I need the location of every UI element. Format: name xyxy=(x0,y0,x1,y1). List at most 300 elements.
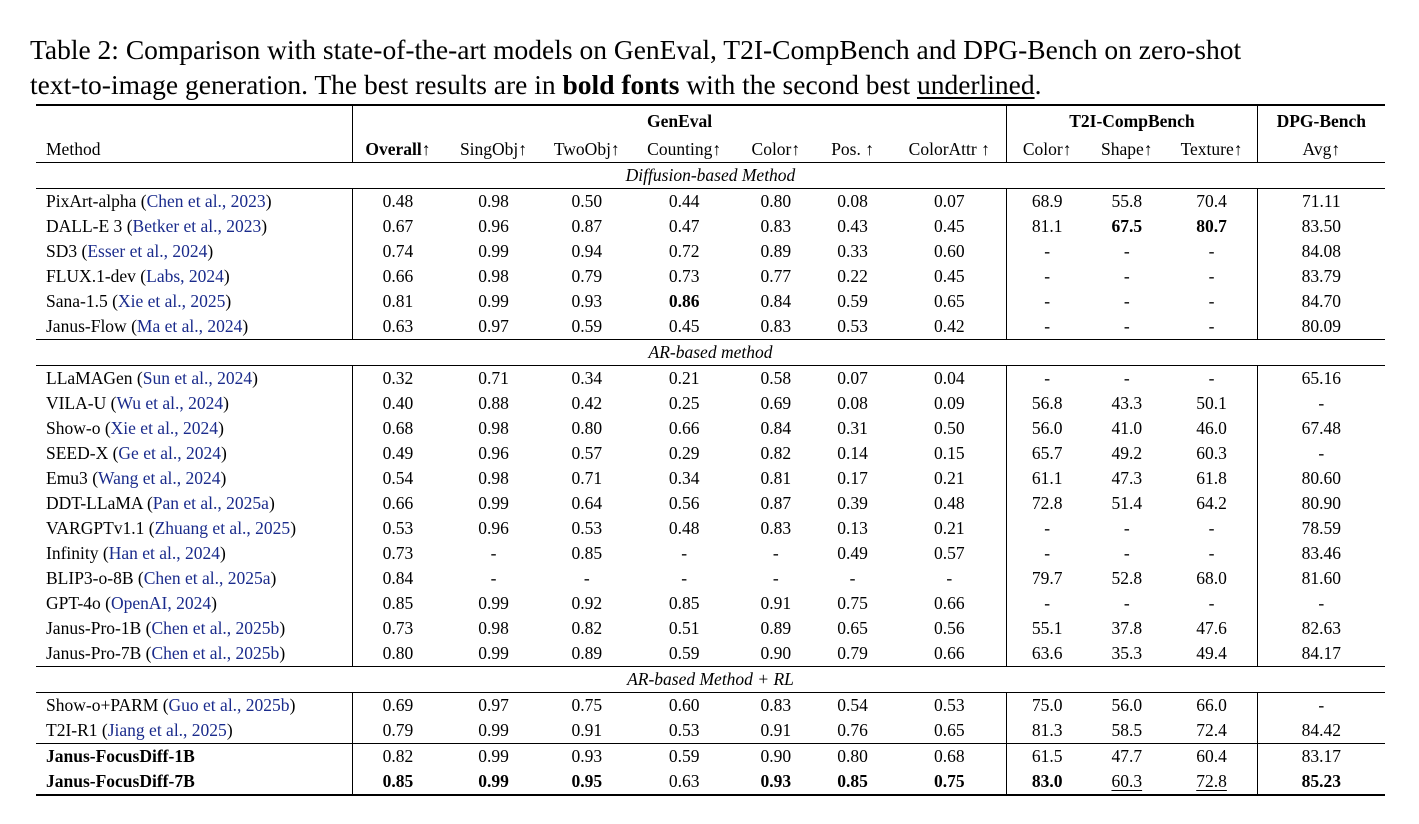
method-name: Infinity xyxy=(46,543,103,563)
score-cell: 41.0 xyxy=(1111,418,1143,438)
score-cell: 0.98 xyxy=(478,266,509,286)
citation-link[interactable]: Ge et al., 2024 xyxy=(118,443,221,463)
score-cell: - xyxy=(772,568,779,588)
score-cell: 0.83 xyxy=(760,316,792,336)
score-cell: 0.96 xyxy=(478,443,509,463)
method-cell: VARGPTv1.1 (Zhuang et al., 2025) xyxy=(46,518,297,538)
score-cell: - xyxy=(1007,314,1087,340)
method-cell: DDT-LLaMA (Pan et al., 2025a) xyxy=(46,493,275,513)
score-cell: 0.67 xyxy=(352,214,443,239)
score-cell: 0.48 xyxy=(668,518,700,538)
score-cell: 0.84 xyxy=(760,418,792,438)
score-cell: - xyxy=(1208,593,1215,613)
score-cell: 0.50 xyxy=(544,189,630,215)
citation-link[interactable]: Pan et al., 2025a xyxy=(152,493,269,513)
score-cell: 0.66 xyxy=(352,264,443,289)
citation-link[interactable]: Guo et al., 2025b xyxy=(168,695,290,715)
section-title: AR-based Method + RL xyxy=(36,667,1385,693)
score-cell: 0.65 xyxy=(933,291,965,311)
table-row xyxy=(36,516,1385,541)
method-cell: BLIP3-o-8B (Chen et al., 2025a) xyxy=(46,568,277,588)
score-cell: 0.45 xyxy=(668,316,700,336)
score-cell: 0.42 xyxy=(933,316,965,336)
score-cell: 0.85 xyxy=(813,769,892,795)
score-cell: 51.4 xyxy=(1111,493,1143,513)
score-cell: 0.88 xyxy=(478,393,509,413)
table-row xyxy=(36,264,1385,289)
score-cell: 0.33 xyxy=(837,241,868,261)
score-cell: 55.1 xyxy=(1007,616,1087,641)
score-cell: 83.50 xyxy=(1257,214,1385,239)
score-cell: - xyxy=(1007,239,1087,264)
column-header: Method xyxy=(46,139,101,159)
column-header: Avg↑ xyxy=(1257,136,1385,163)
score-cell: 68.9 xyxy=(1007,189,1087,215)
table-row xyxy=(36,491,1385,516)
score-cell: 80.60 xyxy=(1257,466,1385,491)
score-cell: 0.80 xyxy=(352,641,443,667)
score-cell: - xyxy=(681,568,688,588)
method-name: Show-o xyxy=(46,418,105,438)
score-cell: 0.87 xyxy=(760,493,792,513)
score-cell: 0.59 xyxy=(837,291,868,311)
citation-link[interactable]: Chen et al., 2025b xyxy=(151,643,280,663)
score-cell: 0.75 xyxy=(837,593,868,613)
score-cell: 56.0 xyxy=(1087,693,1166,719)
score-cell: 0.80 xyxy=(813,744,892,770)
method-name: Show-o+PARM xyxy=(46,695,163,715)
score-cell: 0.96 xyxy=(478,216,509,236)
score-cell: - xyxy=(1007,591,1087,616)
score-cell: 0.85 xyxy=(668,593,700,613)
method-cell: Emu3 (Wang et al., 2024) xyxy=(46,468,227,488)
section-header-row xyxy=(36,667,1385,693)
score-cell: - xyxy=(490,543,497,563)
score-cell: 0.65 xyxy=(837,618,868,638)
header-dpg-bench: DPG-Bench xyxy=(1257,105,1385,136)
header-t2i-compbench: T2I-CompBench xyxy=(1007,105,1257,136)
score-cell: 0.08 xyxy=(813,189,892,215)
score-cell: - xyxy=(1007,541,1087,566)
method-name: Janus-FocusDiff-7B xyxy=(36,769,352,795)
score-cell: 0.93 xyxy=(544,744,630,770)
score-cell: 64.2 xyxy=(1196,493,1227,513)
score-cell: - xyxy=(1123,518,1130,538)
table-row xyxy=(36,566,1385,591)
method-name: Janus-Pro-1B xyxy=(46,618,146,638)
score-cell: 0.82 xyxy=(352,744,443,770)
score-cell: 0.81 xyxy=(760,468,792,488)
citation-link[interactable]: Chen et al., 2025b xyxy=(151,618,280,638)
method-cell: Sana-1.5 (Xie et al., 2025) xyxy=(46,291,232,311)
score-cell: 0.69 xyxy=(760,393,792,413)
score-cell: 71.11 xyxy=(1257,189,1385,215)
score-cell: - xyxy=(1208,518,1215,538)
score-cell: 65.16 xyxy=(1257,366,1385,392)
score-cell: 0.90 xyxy=(760,643,792,663)
score-cell: 84.17 xyxy=(1257,641,1385,667)
method-cell: Janus-Pro-7B (Chen et al., 2025b) xyxy=(46,643,286,663)
caption-line-2: text-to-image generation. The best results are in bold fonts with the second best underlined. xyxy=(30,69,1042,100)
score-cell: 75.0 xyxy=(1007,693,1087,719)
score-cell: 0.87 xyxy=(571,216,603,236)
citation-link[interactable]: Ma et al., 2024 xyxy=(136,316,243,336)
score-cell: 0.93 xyxy=(739,769,813,795)
score-cell: 0.75 xyxy=(544,693,630,719)
score-cell: 61.1 xyxy=(1007,466,1087,491)
method-name: Janus-Flow xyxy=(46,316,132,336)
score-cell: 0.59 xyxy=(571,316,603,336)
score-cell: 0.21 xyxy=(630,366,739,392)
score-cell: - xyxy=(772,543,779,563)
score-cell: 63.6 xyxy=(1007,641,1087,667)
caption-line-1: Table 2: Comparison with state-of-the-art models on GenEval, T2I-CompBench and DPG-Bench on zero-shot xyxy=(30,34,1242,65)
method-cell: VILA-U (Wu et al., 2024) xyxy=(46,393,229,413)
citation-link[interactable]: Zhuang et al., 2025 xyxy=(154,518,291,538)
score-cell: 0.15 xyxy=(933,443,965,463)
results-table xyxy=(36,104,1385,796)
score-cell: 0.53 xyxy=(352,516,443,541)
score-cell: 0.56 xyxy=(668,493,700,513)
score-cell: 0.98 xyxy=(478,468,509,488)
score-cell: 0.99 xyxy=(443,769,544,795)
score-cell: 0.72 xyxy=(668,241,700,261)
citation-link[interactable]: Chen et al., 2023 xyxy=(146,191,266,211)
score-cell: 0.17 xyxy=(837,468,868,488)
score-cell: - xyxy=(1166,366,1257,392)
score-cell: 0.34 xyxy=(544,366,630,392)
method-name: DDT-LLaMA xyxy=(46,493,147,513)
score-cell: 0.82 xyxy=(760,443,792,463)
score-cell: 0.99 xyxy=(478,643,509,663)
score-cell: 37.8 xyxy=(1111,618,1143,638)
score-cell: 0.91 xyxy=(760,720,792,740)
method-cell: SD3 (Esser et al., 2024) xyxy=(46,241,214,261)
score-cell: 0.85 xyxy=(571,543,603,563)
method-name: DALL-E 3 xyxy=(46,216,127,236)
score-cell: 0.53 xyxy=(668,720,700,740)
score-cell: 50.1 xyxy=(1196,393,1227,413)
section-header-row xyxy=(36,163,1385,189)
score-cell: 0.80 xyxy=(571,418,603,438)
score-cell: 0.45 xyxy=(933,216,965,236)
score-cell: 0.99 xyxy=(443,744,544,770)
score-cell: 0.99 xyxy=(478,720,509,740)
citation-link[interactable]: Jiang et al., 2025 xyxy=(107,720,227,740)
score-cell: - xyxy=(849,568,856,588)
score-cell: 0.65 xyxy=(933,720,965,740)
score-cell: 83.17 xyxy=(1257,744,1385,770)
caption-underlined-text: underlined xyxy=(916,69,1035,100)
score-cell: 47.7 xyxy=(1087,744,1166,770)
header-geneval: GenEval xyxy=(352,105,1006,136)
score-cell: 0.09 xyxy=(933,393,965,413)
score-cell: 0.79 xyxy=(352,718,443,744)
table-row xyxy=(36,718,1385,744)
score-cell: 67.5 xyxy=(1111,216,1143,236)
score-cell: 0.56 xyxy=(933,618,965,638)
method-name: VILA-U xyxy=(46,393,111,413)
score-cell: 0.39 xyxy=(837,493,868,513)
score-cell: 0.31 xyxy=(837,418,868,438)
header-blank-cell xyxy=(36,105,352,136)
citation-link[interactable]: Esser et al., 2024 xyxy=(87,241,208,261)
score-cell: 61.5 xyxy=(1007,744,1087,770)
score-cell: 79.7 xyxy=(1007,566,1087,591)
score-cell: 0.49 xyxy=(352,441,443,466)
score-cell: - xyxy=(1208,266,1215,286)
score-cell: 68.0 xyxy=(1196,568,1227,588)
citation-link[interactable]: Xie et al., 2025 xyxy=(117,291,226,311)
score-cell: 0.73 xyxy=(352,541,443,566)
score-cell: 0.49 xyxy=(837,543,868,563)
score-cell: 0.86 xyxy=(668,291,700,311)
score-cell: 60.3 xyxy=(1087,769,1166,795)
score-cell: - xyxy=(1208,316,1215,336)
score-cell: 0.50 xyxy=(933,418,965,438)
table-row xyxy=(36,466,1385,491)
score-cell: 0.32 xyxy=(352,366,443,392)
score-cell: 0.83 xyxy=(739,693,813,719)
score-cell: 49.2 xyxy=(1111,443,1143,463)
header-column-row xyxy=(36,136,1385,163)
score-cell: 0.99 xyxy=(478,593,509,613)
score-cell: 0.66 xyxy=(668,418,700,438)
method-cell: Janus-Pro-1B (Chen et al., 2025b) xyxy=(46,618,286,638)
score-cell: 0.80 xyxy=(739,189,813,215)
score-cell: 0.48 xyxy=(352,189,443,215)
score-cell: 0.85 xyxy=(352,591,443,616)
method-name: VARGPTv1.1 xyxy=(46,518,149,538)
score-cell: 0.97 xyxy=(478,316,509,336)
score-cell: 0.99 xyxy=(478,291,509,311)
score-cell: - xyxy=(1123,543,1130,563)
table-row xyxy=(36,441,1385,466)
score-cell: 0.69 xyxy=(352,693,443,719)
header-group-row xyxy=(36,105,1385,136)
citation-link[interactable]: OpenAI, 2024 xyxy=(111,593,212,613)
score-cell: 47.6 xyxy=(1196,618,1227,638)
score-cell: 81.3 xyxy=(1007,718,1087,744)
method-name: PixArt-alpha xyxy=(46,191,141,211)
score-cell: 49.4 xyxy=(1196,643,1227,663)
score-cell: - xyxy=(1257,693,1385,719)
score-cell: 0.21 xyxy=(933,518,965,538)
citation-link[interactable]: Wang et al., 2024 xyxy=(98,468,221,488)
score-cell: 0.81 xyxy=(352,289,443,314)
method-name: T2I-R1 xyxy=(46,720,102,740)
score-cell: 0.22 xyxy=(837,266,868,286)
score-cell: 0.29 xyxy=(668,443,700,463)
citation-link[interactable]: Sun et al., 2024 xyxy=(142,368,253,388)
method-cell: DALL-E 3 (Betker et al., 2023) xyxy=(46,216,268,236)
score-cell: 0.51 xyxy=(668,618,700,638)
column-header: Color↑ xyxy=(751,139,801,159)
method-cell: GPT-4o (OpenAI, 2024) xyxy=(46,593,217,613)
score-cell: 0.54 xyxy=(813,693,892,719)
score-cell: - xyxy=(1208,543,1215,563)
score-cell: 0.34 xyxy=(668,468,700,488)
table-row xyxy=(36,693,1385,719)
caption-bold-text: bold fonts xyxy=(562,69,680,100)
method-cell: T2I-R1 (Jiang et al., 2025) xyxy=(46,720,233,740)
score-cell: 65.7 xyxy=(1007,441,1087,466)
score-cell: - xyxy=(490,568,497,588)
column-header: Color↑ xyxy=(1007,136,1087,163)
score-cell: 67.48 xyxy=(1257,416,1385,441)
score-cell: 0.85 xyxy=(352,769,443,795)
score-cell: 0.66 xyxy=(933,643,965,663)
score-cell: 0.89 xyxy=(571,643,603,663)
score-cell: 60.3 xyxy=(1196,443,1227,463)
table-row xyxy=(36,289,1385,314)
score-cell: 72.8 xyxy=(1166,769,1257,795)
score-cell: - xyxy=(1123,241,1130,261)
method-cell: SEED-X (Ge et al., 2024) xyxy=(46,443,227,463)
score-cell: 0.91 xyxy=(760,593,792,613)
section-header-row xyxy=(36,340,1385,366)
citation-link[interactable]: Betker et al., 2023 xyxy=(132,216,262,236)
score-cell: 83.0 xyxy=(1007,769,1087,795)
score-cell: 84.70 xyxy=(1257,289,1385,314)
score-cell: 0.57 xyxy=(933,543,965,563)
score-cell: 0.58 xyxy=(739,366,813,392)
score-cell: 0.83 xyxy=(760,518,792,538)
score-cell: - xyxy=(1257,591,1385,616)
table-row xyxy=(36,314,1385,340)
score-cell: 0.63 xyxy=(630,769,739,795)
score-cell: 0.97 xyxy=(443,693,544,719)
method-name: Janus-FocusDiff-1B xyxy=(36,744,352,770)
citation-link[interactable]: Xie et al., 2024 xyxy=(110,418,219,438)
score-cell: 0.07 xyxy=(813,366,892,392)
score-cell: 0.73 xyxy=(352,616,443,641)
score-cell: 0.42 xyxy=(571,393,603,413)
score-cell: 0.94 xyxy=(571,241,603,261)
score-cell: 0.60 xyxy=(933,241,965,261)
citation-link[interactable]: Han et al., 2024 xyxy=(108,543,220,563)
score-cell: 0.90 xyxy=(739,744,813,770)
method-name: LLaMAGen xyxy=(46,368,137,388)
score-cell: 70.4 xyxy=(1166,189,1257,215)
column-header: Pos. ↑ xyxy=(831,139,874,159)
score-cell: 0.74 xyxy=(352,239,443,264)
score-cell: 0.43 xyxy=(837,216,868,236)
score-cell: - xyxy=(1123,291,1130,311)
score-cell: 0.68 xyxy=(892,744,1006,770)
score-cell: 83.46 xyxy=(1257,541,1385,566)
score-cell: 0.53 xyxy=(571,518,603,538)
score-cell: 0.99 xyxy=(478,241,509,261)
score-cell: 84.42 xyxy=(1257,718,1385,744)
score-cell: 43.3 xyxy=(1111,393,1143,413)
citation-link[interactable]: Chen et al., 2025a xyxy=(143,568,271,588)
score-cell: 0.98 xyxy=(478,618,509,638)
score-cell: - xyxy=(1123,593,1130,613)
score-cell: 0.89 xyxy=(760,618,792,638)
score-cell: - xyxy=(583,568,590,588)
table-row xyxy=(36,541,1385,566)
score-cell: - xyxy=(1208,291,1215,311)
score-cell: 0.96 xyxy=(478,518,509,538)
method-cell: Show-o (Xie et al., 2024) xyxy=(46,418,224,438)
score-cell: - xyxy=(946,568,953,588)
score-cell: 0.68 xyxy=(352,416,443,441)
score-cell: 83.79 xyxy=(1257,264,1385,289)
score-cell: 0.73 xyxy=(668,266,700,286)
column-header: ColorAttr ↑ xyxy=(908,139,990,159)
score-cell: 0.59 xyxy=(668,643,700,663)
score-cell: - xyxy=(1007,264,1087,289)
score-cell: 0.54 xyxy=(352,466,443,491)
score-cell: 85.23 xyxy=(1257,769,1385,795)
method-cell: PixArt-alpha (Chen et al., 2023) xyxy=(36,189,352,215)
table-caption xyxy=(30,32,1400,102)
method-cell: FLUX.1-dev (Labs, 2024) xyxy=(46,266,230,286)
method-cell: Janus-Flow (Ma et al., 2024) xyxy=(46,316,249,336)
table-row xyxy=(36,189,1385,215)
score-cell: - xyxy=(1257,441,1385,466)
score-cell: 0.89 xyxy=(760,241,792,261)
score-cell: - xyxy=(1007,366,1087,392)
score-cell: 80.90 xyxy=(1257,491,1385,516)
score-cell: 47.3 xyxy=(1111,468,1143,488)
citation-link[interactable]: Wu et al., 2024 xyxy=(116,393,224,413)
score-cell: 0.53 xyxy=(837,316,868,336)
score-cell: 81.1 xyxy=(1007,214,1087,239)
score-cell: 0.92 xyxy=(571,593,603,613)
score-cell: 0.98 xyxy=(478,418,509,438)
score-cell: 0.53 xyxy=(892,693,1006,719)
score-cell: 61.8 xyxy=(1196,468,1227,488)
method-cell: Show-o+PARM (Guo et al., 2025b) xyxy=(36,693,352,719)
score-cell: 58.5 xyxy=(1111,720,1143,740)
score-cell: 46.0 xyxy=(1196,418,1227,438)
score-cell: 0.98 xyxy=(443,189,544,215)
score-cell: - xyxy=(1123,266,1130,286)
score-cell: 0.84 xyxy=(352,566,443,591)
column-header: Shape↑ xyxy=(1101,139,1153,159)
method-cell: LLaMAGen (Sun et al., 2024) xyxy=(36,366,352,392)
table-row xyxy=(36,391,1385,416)
score-cell: 0.45 xyxy=(933,266,965,286)
table-row xyxy=(36,239,1385,264)
citation-link[interactable]: Labs, 2024 xyxy=(146,266,224,286)
score-cell: 0.66 xyxy=(352,491,443,516)
score-cell: - xyxy=(1123,316,1130,336)
score-cell: 78.59 xyxy=(1257,516,1385,541)
score-cell: 0.48 xyxy=(933,493,965,513)
score-cell: 0.79 xyxy=(571,266,603,286)
score-cell: 66.0 xyxy=(1166,693,1257,719)
score-cell: - xyxy=(1257,391,1385,416)
score-cell: - xyxy=(1007,289,1087,314)
score-cell: 0.47 xyxy=(668,216,700,236)
score-cell: 80.7 xyxy=(1196,216,1227,236)
score-cell: 0.91 xyxy=(571,720,603,740)
score-cell: 72.4 xyxy=(1196,720,1227,740)
score-cell: - xyxy=(1208,241,1215,261)
score-cell: 84.08 xyxy=(1257,239,1385,264)
score-cell: 0.99 xyxy=(478,493,509,513)
score-cell: 52.8 xyxy=(1111,568,1143,588)
score-cell: 0.76 xyxy=(837,720,868,740)
score-cell: 0.04 xyxy=(892,366,1006,392)
score-cell: 72.8 xyxy=(1007,491,1087,516)
column-header: Texture↑ xyxy=(1180,139,1243,159)
score-cell: 0.40 xyxy=(352,391,443,416)
score-cell: 0.64 xyxy=(571,493,603,513)
